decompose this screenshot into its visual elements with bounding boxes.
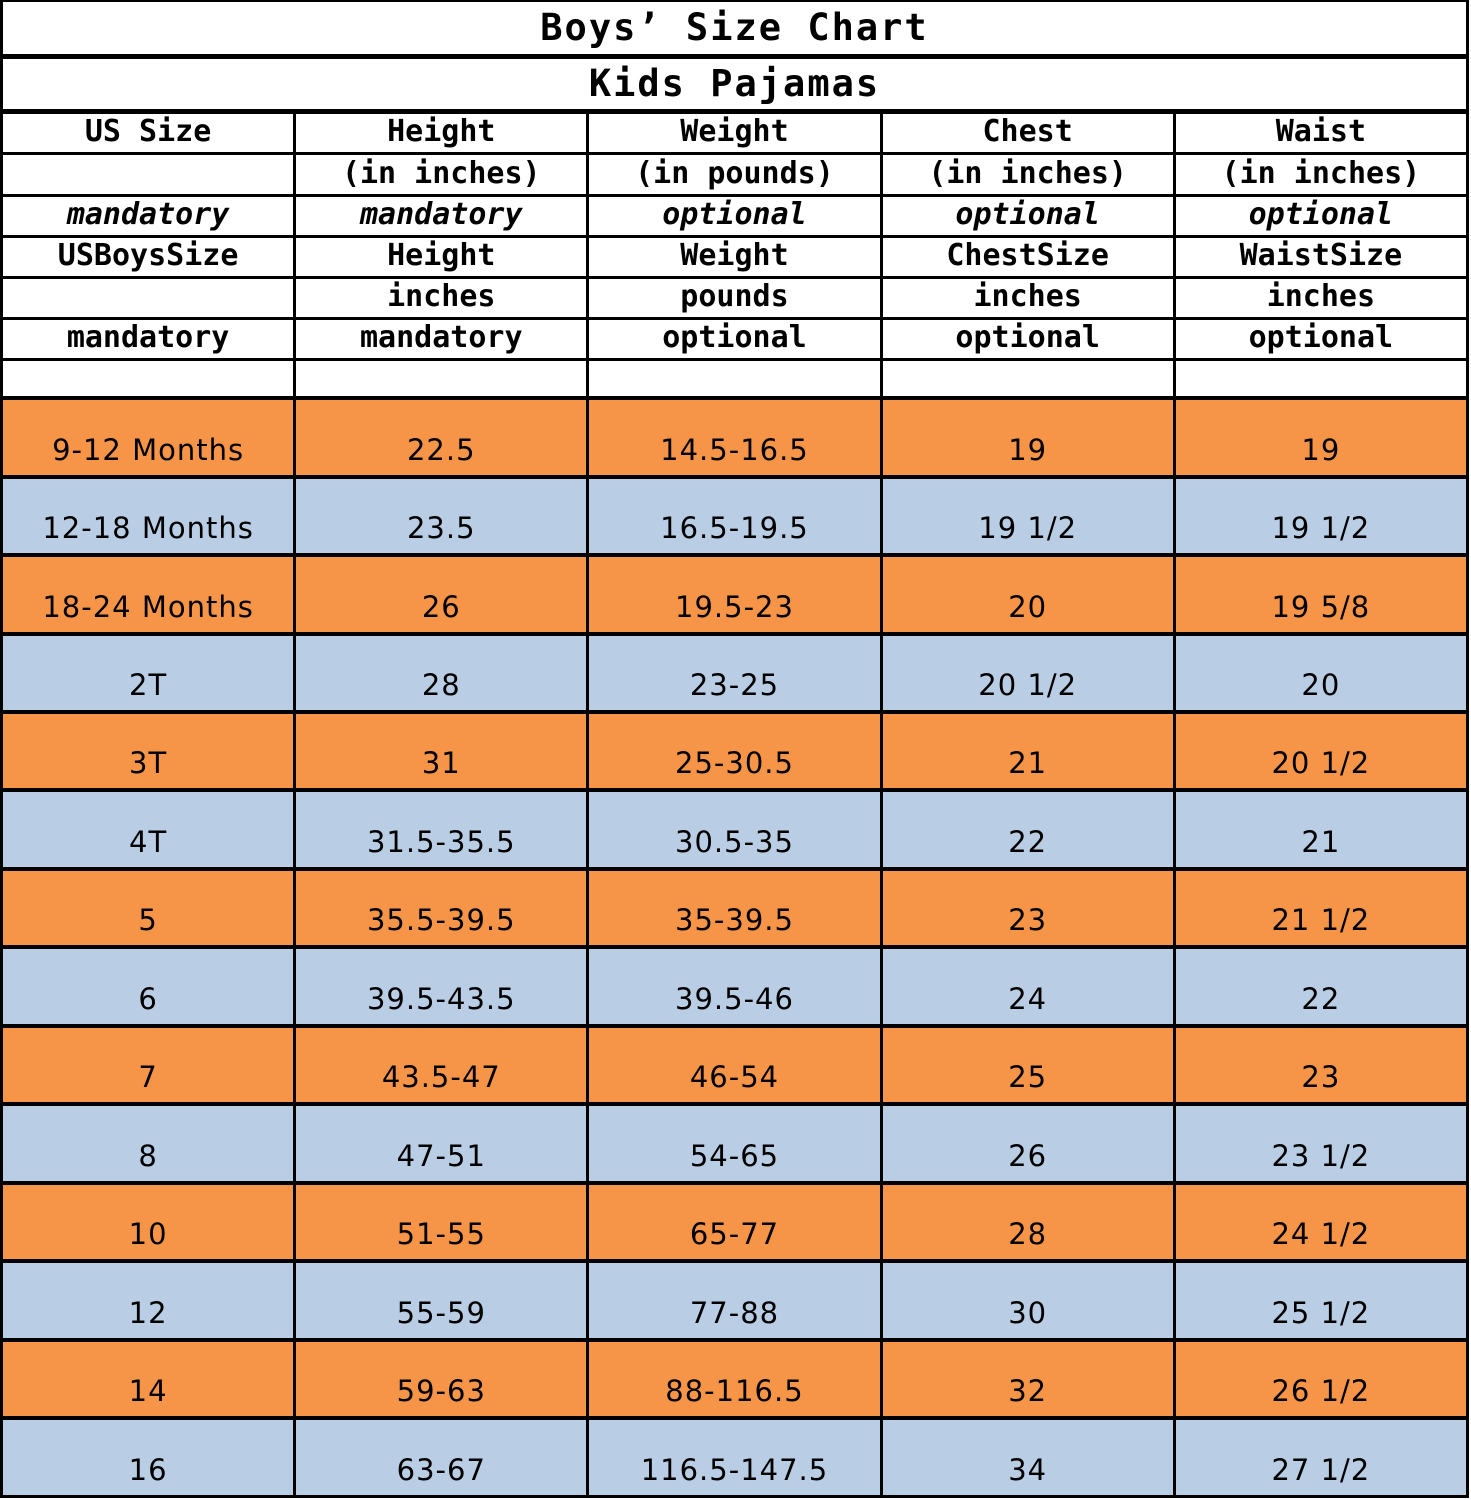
header-cell: Waist — [1174, 112, 1467, 154]
header-cell: optional — [588, 195, 881, 236]
data-cell: 16.5-19.5 — [588, 477, 881, 555]
header-cell: Chest — [881, 112, 1174, 154]
data-cell: 26 — [881, 1104, 1174, 1182]
header-cell: inches — [295, 278, 588, 319]
data-cell: 9-12 Months — [2, 398, 295, 476]
size-row-5 — [2, 869, 1468, 947]
data-cell: 28 — [881, 1183, 1174, 1261]
header-row-3 — [2, 236, 1468, 277]
data-cell: 27 1/2 — [1174, 1418, 1467, 1497]
data-cell: 20 — [1174, 634, 1467, 712]
subtitle-row — [2, 56, 1468, 111]
header-rows — [2, 112, 1468, 399]
data-cell: 8 — [2, 1104, 295, 1182]
data-cell: 14 — [2, 1340, 295, 1418]
header-cell: mandatory — [295, 319, 588, 360]
size-row-16 — [2, 1418, 1468, 1497]
data-cell: 30 — [881, 1261, 1174, 1339]
header-cell: (in inches) — [1174, 154, 1467, 195]
data-cell: 19 1/2 — [1174, 477, 1467, 555]
size-row-18-24-months — [2, 555, 1468, 633]
data-cell: 12-18 Months — [2, 477, 295, 555]
data-cell: 35.5-39.5 — [295, 869, 588, 947]
data-cell: 26 1/2 — [1174, 1340, 1467, 1418]
data-cell: 5 — [2, 869, 295, 947]
size-row-4t — [2, 790, 1468, 868]
data-cell: 14.5-16.5 — [588, 398, 881, 476]
data-cell: 30.5-35 — [588, 790, 881, 868]
data-cell: 20 — [881, 555, 1174, 633]
data-cell: 77-88 — [588, 1261, 881, 1339]
header-cell — [2, 278, 295, 319]
data-cell: 31.5-35.5 — [295, 790, 588, 868]
data-cell: 19.5-23 — [588, 555, 881, 633]
data-cell: 20 1/2 — [881, 634, 1174, 712]
data-cell: 12 — [2, 1261, 295, 1339]
chart-title: Boys’ Size Chart — [2, 1, 1468, 56]
data-cell: 22.5 — [295, 398, 588, 476]
header-cell: Weight — [588, 236, 881, 277]
data-cell: 54-65 — [588, 1104, 881, 1182]
header-row-2 — [2, 195, 1468, 236]
header-cell: (in inches) — [295, 154, 588, 195]
header-row-6 — [2, 360, 1468, 398]
header-cell — [2, 360, 295, 398]
header-cell: USBoysSize — [2, 236, 295, 277]
header-cell: mandatory — [2, 195, 295, 236]
data-cell: 47-51 — [295, 1104, 588, 1182]
size-row-9-12-months — [2, 398, 1468, 476]
data-cell: 24 1/2 — [1174, 1183, 1467, 1261]
header-cell — [881, 360, 1174, 398]
data-cell: 23.5 — [295, 477, 588, 555]
header-cell: ChestSize — [881, 236, 1174, 277]
data-cell: 22 — [881, 790, 1174, 868]
data-cell: 20 1/2 — [1174, 712, 1467, 790]
size-row-8 — [2, 1104, 1468, 1182]
header-cell: optional — [1174, 319, 1467, 360]
data-cell: 23-25 — [588, 634, 881, 712]
data-cell: 22 — [1174, 947, 1467, 1025]
header-cell: pounds — [588, 278, 881, 319]
data-cell: 23 — [1174, 1026, 1467, 1104]
data-cell: 51-55 — [295, 1183, 588, 1261]
header-cell: WaistSize — [1174, 236, 1467, 277]
header-cell — [2, 154, 295, 195]
size-row-3t — [2, 712, 1468, 790]
data-cell: 28 — [295, 634, 588, 712]
header-cell: optional — [588, 319, 881, 360]
data-cell: 39.5-46 — [588, 947, 881, 1025]
header-cell: mandatory — [2, 319, 295, 360]
data-cell: 65-77 — [588, 1183, 881, 1261]
data-cell: 23 1/2 — [1174, 1104, 1467, 1182]
header-row-4 — [2, 278, 1468, 319]
data-cell: 59-63 — [295, 1340, 588, 1418]
data-cell: 16 — [2, 1418, 295, 1497]
data-cell: 24 — [881, 947, 1174, 1025]
size-row-10 — [2, 1183, 1468, 1261]
data-cell: 19 5/8 — [1174, 555, 1467, 633]
header-cell: inches — [881, 278, 1174, 319]
data-cell: 21 1/2 — [1174, 869, 1467, 947]
header-cell: Weight — [588, 112, 881, 154]
data-cell: 21 — [881, 712, 1174, 790]
data-cell: 35-39.5 — [588, 869, 881, 947]
data-cell: 19 — [881, 398, 1174, 476]
data-cell: 6 — [2, 947, 295, 1025]
header-cell: inches — [1174, 278, 1467, 319]
data-cell: 23 — [881, 869, 1174, 947]
header-cell: Height — [295, 236, 588, 277]
header-cell: mandatory — [295, 195, 588, 236]
size-row-12-18-months — [2, 477, 1468, 555]
size-row-12 — [2, 1261, 1468, 1339]
data-cell: 116.5-147.5 — [588, 1418, 881, 1497]
data-cell: 7 — [2, 1026, 295, 1104]
data-cell: 25-30.5 — [588, 712, 881, 790]
header-row-0 — [2, 112, 1468, 154]
data-cell: 31 — [295, 712, 588, 790]
data-rows — [2, 398, 1468, 1496]
header-cell: optional — [1174, 195, 1467, 236]
header-cell: (in pounds) — [588, 154, 881, 195]
header-cell: optional — [881, 319, 1174, 360]
header-row-1 — [2, 154, 1468, 195]
data-cell: 10 — [2, 1183, 295, 1261]
size-row-6 — [2, 947, 1468, 1025]
chart-subtitle: Kids Pajamas — [2, 56, 1468, 111]
header-cell: (in inches) — [881, 154, 1174, 195]
header-cell — [1174, 360, 1467, 398]
data-cell: 55-59 — [295, 1261, 588, 1339]
data-cell: 3T — [2, 712, 295, 790]
data-cell: 2T — [2, 634, 295, 712]
data-cell: 26 — [295, 555, 588, 633]
title-row — [2, 1, 1468, 56]
data-cell: 88-116.5 — [588, 1340, 881, 1418]
header-cell: US Size — [2, 112, 295, 154]
data-cell: 63-67 — [295, 1418, 588, 1497]
data-cell: 21 — [1174, 790, 1467, 868]
size-row-14 — [2, 1340, 1468, 1418]
data-cell: 32 — [881, 1340, 1174, 1418]
header-cell: Height — [295, 112, 588, 154]
header-cell — [295, 360, 588, 398]
header-cell: optional — [881, 195, 1174, 236]
header-row-5 — [2, 319, 1468, 360]
data-cell: 34 — [881, 1418, 1174, 1497]
data-cell: 19 — [1174, 398, 1467, 476]
header-cell — [588, 360, 881, 398]
size-row-7 — [2, 1026, 1468, 1104]
data-cell: 46-54 — [588, 1026, 881, 1104]
data-cell: 25 — [881, 1026, 1174, 1104]
data-cell: 4T — [2, 790, 295, 868]
size-row-2t — [2, 634, 1468, 712]
data-cell: 19 1/2 — [881, 477, 1174, 555]
data-cell: 39.5-43.5 — [295, 947, 588, 1025]
data-cell: 43.5-47 — [295, 1026, 588, 1104]
data-cell: 25 1/2 — [1174, 1261, 1467, 1339]
data-cell: 18-24 Months — [2, 555, 295, 633]
